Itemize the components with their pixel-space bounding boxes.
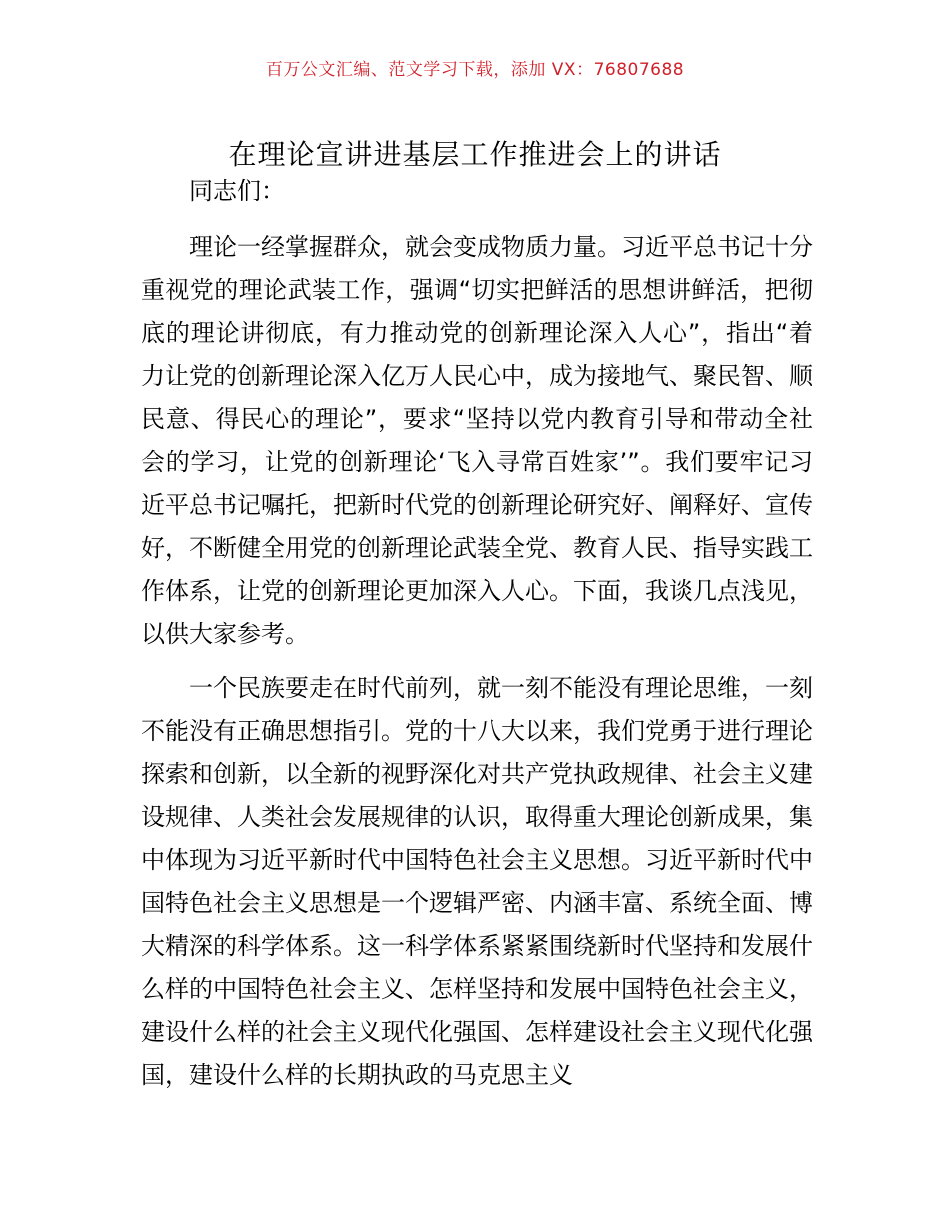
paragraph-2: 一个民族要走在时代前列，就一刻不能没有理论思维，一刻不能没有正确思想指引。党的十八大以来，我们党勇于进行理论探索和创新，以全新的视野深化对共产党执政规律、社会主义建设规律、人类社会发展规律的认识，取得重大理论创新成果，集中体现为习近平新时代中国特色社会主义思想。习近平新时代中国特色社会主义思想是一个逻辑严密、内涵丰富、系统全面、博大精深的科学体系。这一科学体系紧紧围绕新时代坚持和发展什么样的中国特色社会主义、怎样坚持和发展中国特色社会主义，建设什么样的社会主义现代化强国、怎样建设社会主义现代化强国，建设什么样的长期执政的马克思主义 <box>141 674 813 1089</box>
watermark-header: 百万公文汇编、范文学习下载，添加 VX：76807688 <box>265 60 685 80</box>
paragraph-1: 理论一经掌握群众，就会变成物质力量。习近平总书记十分重视党的理论武装工作，强调“切实把鲜活的思想讲鲜活，把彻底的理论讲彻底，有力推动党的创新理论深入人心”，指出“着力让党的创新理论深入亿万人民心中，成为接地气、聚民智、顺民意、得民心的理论”，要求“坚持以党内教育引导和带动全社会的学习，让党的创新理论‘飞入寻常百姓家’”。我们要牢记习近平总书记嘱托，把新时代党的创新理论研究好、阐释好、宣传好，不断健全用党的创新理论武装全党、教育人民、指导实践工作体系，让党的创新理论更加深入人心。下面，我谈几点浅见，以供大家参考。 <box>141 233 813 648</box>
salutation: 同志们： <box>189 177 285 205</box>
document-title: 在理论宣讲进基层工作推进会上的讲话 <box>228 137 722 171</box>
